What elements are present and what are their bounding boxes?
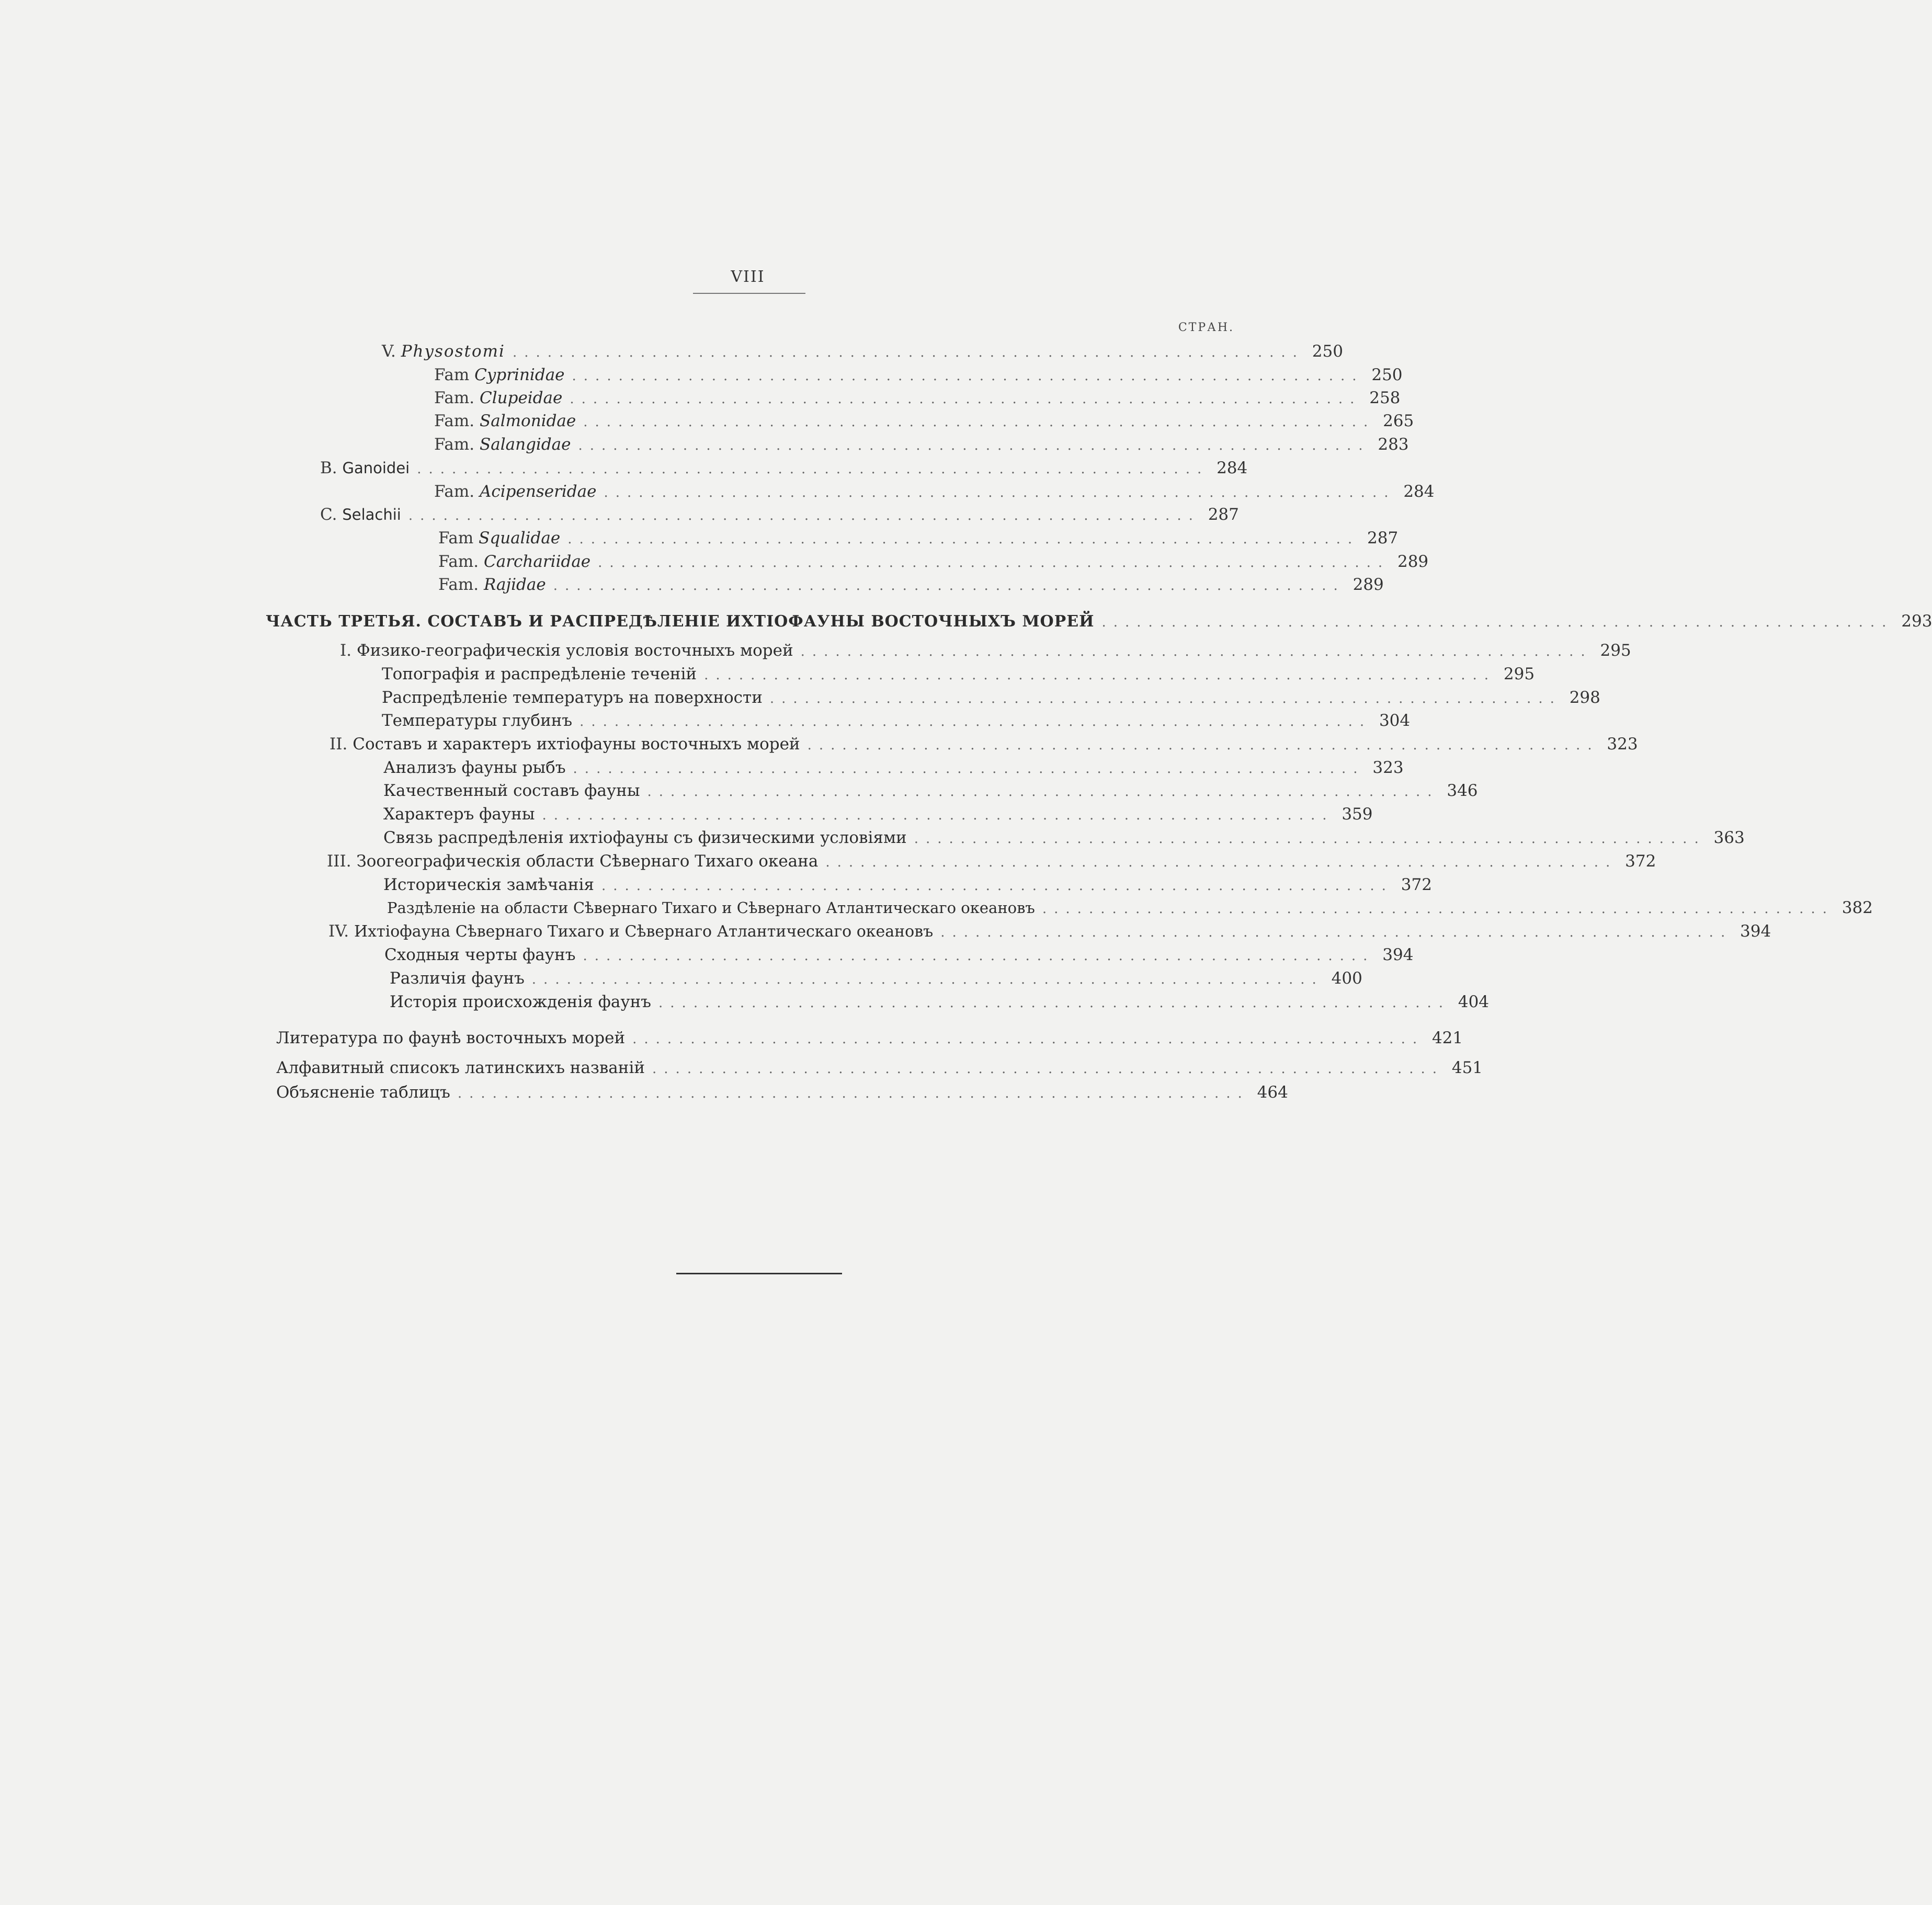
toc-entry xyxy=(438,573,1384,596)
entry-prefix: Fam. xyxy=(434,412,475,430)
entry-page: 382 xyxy=(1842,898,1873,917)
entry-page: 464 xyxy=(1257,1083,1288,1102)
entry-page: 265 xyxy=(1383,412,1414,430)
toc-entry xyxy=(434,363,1403,386)
toc-entry xyxy=(327,850,1656,873)
entry-page: 372 xyxy=(1625,852,1656,871)
leader-dots: .................................................................... xyxy=(825,854,1618,870)
entry-page: 287 xyxy=(1367,529,1399,547)
entry-title: Rajidae xyxy=(484,575,546,594)
entry-title: ЧАСТЬ ТРЕТЬЯ. СОСТАВЪ И РАСПРЕДѢЛЕНІЕ ИХТІОФАУНЫ ВОСТОЧНЫХЪ МОРЕЙ xyxy=(266,612,1095,631)
leader-dots: .................................................................... xyxy=(583,948,1375,964)
entry-page: 284 xyxy=(1403,482,1435,501)
entry-prefix: III. xyxy=(327,852,351,871)
entry-title: Physostomi xyxy=(401,342,505,361)
leader-dots: .................................................................... xyxy=(512,345,1304,360)
entry-title: Температуры глубинъ xyxy=(382,711,573,730)
entry-title: Алфавитный списокъ латинскихъ названій xyxy=(276,1058,645,1077)
leader-dots: .................................................................... xyxy=(457,1086,1249,1101)
entry-title: Топографія и распредѣленіе теченій xyxy=(382,665,697,683)
entry-page: 289 xyxy=(1353,575,1384,594)
toc-entry xyxy=(276,1081,1288,1104)
leader-dots: .................................................................... xyxy=(570,391,1362,407)
entry-title: Carchariidae xyxy=(484,552,591,571)
entry-title: Salmonidae xyxy=(480,412,576,430)
entry-title: Salangidae xyxy=(480,435,571,454)
toc-entry xyxy=(383,803,1373,826)
entry-prefix: IV. xyxy=(328,922,349,941)
entry-page: 284 xyxy=(1217,459,1248,477)
toc-entry xyxy=(276,1056,1483,1079)
entry-prefix: Fam xyxy=(434,366,470,384)
entry-page: 295 xyxy=(1503,665,1535,683)
leader-dots: .................................................................... xyxy=(573,761,1365,777)
leader-dots: .................................................................... xyxy=(553,578,1345,594)
entry-title: Clupeidae xyxy=(480,389,563,407)
entry-title: Ихтіофауна Сѣвернаго Тихаго и Сѣвернаго Атлантическаго океановъ xyxy=(354,922,934,941)
entry-prefix: II. xyxy=(329,735,348,754)
entry-prefix: I. xyxy=(340,641,352,660)
leader-dots: .................................................................... xyxy=(567,531,1360,547)
toc-entry xyxy=(320,503,1239,526)
leader-dots: .................................................................... xyxy=(579,714,1372,729)
entry-page: 295 xyxy=(1600,641,1631,660)
leader-dots: .................................................................... xyxy=(542,807,1334,823)
entry-page: 372 xyxy=(1401,875,1432,894)
entry-page: 250 xyxy=(1312,342,1343,361)
entry-title: Характеръ фауны xyxy=(383,805,535,824)
toc-entry xyxy=(434,409,1414,432)
entry-page: 323 xyxy=(1372,758,1404,777)
toc-entry xyxy=(382,709,1411,732)
leader-dots: .................................................................... xyxy=(598,555,1390,571)
entry-title: Качественный составъ фауны xyxy=(383,781,640,800)
entry-page: 250 xyxy=(1371,366,1403,384)
toc-entry xyxy=(438,550,1429,573)
entry-title: Объясненіе таблицъ xyxy=(276,1083,450,1102)
toc-entry xyxy=(383,873,1432,896)
column-header-pages: СТРАН. xyxy=(1178,321,1234,334)
entry-page: 283 xyxy=(1378,435,1409,454)
toc-entry xyxy=(383,826,1745,849)
leader-dots: .................................................................... xyxy=(807,737,1599,753)
leader-dots: .................................................................... xyxy=(704,667,1496,683)
entry-title: Acipenseridae xyxy=(480,482,597,501)
toc-entry xyxy=(434,433,1409,456)
entry-title: Литература по фаунѣ восточныхъ морей xyxy=(276,1029,626,1047)
toc-entry xyxy=(434,480,1435,503)
leader-dots: .................................................................... xyxy=(531,972,1324,987)
toc-entry xyxy=(383,756,1404,779)
toc-entry xyxy=(329,733,1638,756)
leader-dots: .................................................................... xyxy=(800,644,1593,659)
toc-entry xyxy=(266,610,1932,633)
leader-dots: .................................................................... xyxy=(652,1061,1445,1077)
entry-title: Историческія замѣчанія xyxy=(383,875,594,894)
entry-prefix: V. xyxy=(382,342,396,361)
entry-title: Распредѣленіе температуръ на поверхности xyxy=(382,688,763,707)
leader-dots: .................................................................... xyxy=(601,878,1393,894)
entry-prefix: Fam. xyxy=(438,575,479,594)
entry-prefix: Fam. xyxy=(434,482,475,501)
entry-title: Squalidae xyxy=(479,529,561,547)
leader-dots: .................................................................... xyxy=(1042,901,1834,917)
entry-page: 400 xyxy=(1331,969,1362,988)
entry-page: 394 xyxy=(1382,945,1414,964)
leader-dots: .................................................................... xyxy=(583,414,1376,430)
entry-page: 293 xyxy=(1901,612,1932,631)
entry-title: Selachii xyxy=(342,506,401,523)
entry-page: 404 xyxy=(1458,993,1490,1011)
entry-title: Ganoidei xyxy=(342,459,410,477)
entry-page: 298 xyxy=(1569,688,1600,707)
toc-entry xyxy=(382,340,1343,363)
toc-entry xyxy=(384,943,1414,966)
toc-entry xyxy=(387,896,1873,919)
leader-dots: .................................................................... xyxy=(769,691,1562,706)
entry-title: Анализъ фауны рыбъ xyxy=(383,758,566,777)
entry-prefix: Fam. xyxy=(438,552,479,571)
leader-dots: .................................................................... xyxy=(417,461,1209,477)
entry-title: Различія фаунъ xyxy=(390,969,525,988)
entry-prefix: Fam. xyxy=(434,389,475,407)
toc-entry xyxy=(434,386,1401,409)
end-rule xyxy=(676,1273,842,1274)
toc-entry xyxy=(382,686,1600,709)
toc-entry xyxy=(320,457,1248,480)
leader-dots: .................................................................... xyxy=(940,925,1733,940)
entry-title: Связь распредѣленія ихтіофауны съ физическими условіями xyxy=(383,828,907,847)
entry-page: 287 xyxy=(1208,505,1239,524)
leader-dots: .................................................................... xyxy=(658,995,1451,1011)
entry-prefix: B. xyxy=(320,459,337,477)
toc-entry xyxy=(390,967,1362,990)
toc-entry xyxy=(390,990,1490,1013)
leader-dots: .................................................................... xyxy=(632,1031,1425,1047)
entry-page: 394 xyxy=(1740,922,1771,941)
entry-page: 258 xyxy=(1369,389,1401,407)
toc-entry xyxy=(383,779,1478,802)
entry-title: Исторія происхожденія фаунъ xyxy=(390,993,652,1011)
toc-entry xyxy=(382,663,1535,686)
entry-title: Раздѣленіе на области Сѣвернаго Тихаго и Сѣвернаго Атлантическаго океановъ xyxy=(387,899,1035,917)
entry-prefix: Fam xyxy=(438,529,474,547)
entry-title: Составъ и характеръ ихтіофауны восточныхъ морей xyxy=(353,735,800,754)
leader-dots: .................................................................... xyxy=(578,438,1370,453)
entry-page: 421 xyxy=(1431,1029,1463,1047)
toc-entry xyxy=(276,1026,1463,1050)
entry-title: Зоогеографическія области Сѣвернаго Тихаго океана xyxy=(356,852,819,871)
entry-page: 323 xyxy=(1607,735,1638,754)
entry-page: 363 xyxy=(1713,828,1745,847)
entry-prefix: Fam. xyxy=(434,435,475,454)
page-number: VIII xyxy=(731,268,765,286)
entry-page: 304 xyxy=(1379,711,1411,730)
entry-title: Сходныя черты фаунъ xyxy=(384,945,576,964)
leader-dots: .................................................................... xyxy=(647,784,1439,800)
toc-entry xyxy=(438,527,1399,550)
entry-prefix: C. xyxy=(320,505,337,524)
leader-dots: .................................................................... xyxy=(914,831,1706,847)
toc-entry xyxy=(340,639,1631,662)
entry-title: Cyprinidae xyxy=(474,366,565,384)
leader-dots: .................................................................... xyxy=(408,508,1200,523)
leader-dots: .................................................................... xyxy=(572,368,1364,384)
entry-page: 359 xyxy=(1342,805,1373,824)
entry-page: 346 xyxy=(1447,781,1478,800)
entry-page: 289 xyxy=(1397,552,1429,571)
entry-title: Физико-географическія условія восточныхъ морей xyxy=(356,641,793,660)
entry-page: 451 xyxy=(1451,1058,1483,1077)
toc-entry xyxy=(328,920,1771,943)
leader-dots: .................................................................... xyxy=(1101,614,1894,630)
leader-dots: .................................................................... xyxy=(604,485,1396,500)
